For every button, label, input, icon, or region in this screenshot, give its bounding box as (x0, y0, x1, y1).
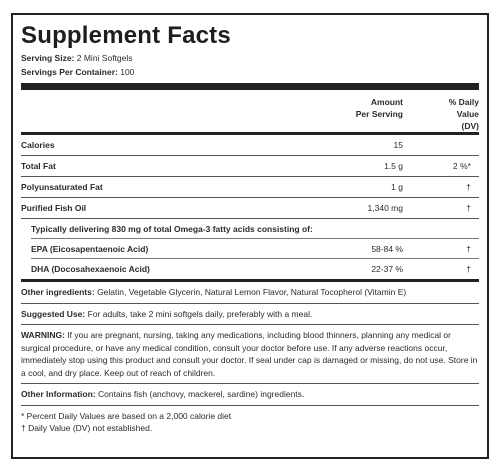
nutrient-dv: 2 %* (453, 161, 471, 171)
warning-label: WARNING: (21, 330, 65, 340)
nutrient-dv: † (466, 203, 471, 213)
nutrient-name: DHA (Docosahexaenoic Acid) (31, 264, 150, 274)
nutrient-name: Purified Fish Oil (21, 203, 87, 213)
nutrient-amount: 1,340 mg (367, 203, 403, 213)
daily-value-column-header (429, 96, 479, 132)
nutrient-name: EPA (Eicosapentaenoic Acid) (31, 244, 149, 254)
nutrient-row-epa (21, 239, 479, 259)
nutrient-row-calories (21, 135, 479, 155)
amount-header-line2: Per Serving (355, 109, 403, 119)
table-header (21, 90, 479, 132)
suggested-use (21, 304, 479, 325)
nutrient-row-fish-oil (21, 198, 479, 218)
nutrient-amount: 1.5 g (384, 161, 403, 171)
other-information (21, 384, 479, 405)
dv-header-line3: (DV) (461, 121, 479, 131)
servings-per-container-value: 100 (120, 67, 135, 77)
nutrient-dv: † (466, 244, 471, 254)
omega-intro-text: Typically delivering 830 mg of total Omega-3 fatty acids consisting of: (31, 224, 313, 234)
nutrient-row-total-fat (21, 156, 479, 176)
suggested-use-text: For adults, take 2 mini softgels daily, preferably with a meal. (87, 308, 313, 319)
nutrient-dv: † (466, 182, 471, 192)
other-ingredients (21, 282, 479, 303)
other-information-text: Contains fish (anchovy, mackerel, sardine) ingredients. (97, 389, 305, 399)
panel-title: Supplement Facts (21, 22, 231, 49)
nutrient-name: Total Fat (21, 161, 56, 171)
omega-intro-row (21, 219, 479, 239)
serving-size (21, 51, 479, 65)
footnote-percent-dv: * Percent Daily Values are based on a 2,000 calorie diet (21, 410, 232, 421)
footnote-dv-not-established: † Daily Value (DV) not established. (21, 423, 153, 433)
footnotes (21, 406, 479, 439)
amount-header-line1: Amount (370, 97, 403, 107)
nutrient-dv: † (466, 264, 471, 274)
supplement-facts-panel (11, 13, 489, 459)
nutrient-amount: 58-84 % (371, 244, 403, 254)
dv-header-line1: % Daily (448, 97, 479, 107)
nutrient-row-polyunsaturated-fat (21, 177, 479, 197)
suggested-use-label: Suggested Use: (21, 308, 86, 319)
servings-per-container (21, 65, 479, 79)
servings-per-container-label: Servings Per Container: (21, 67, 118, 77)
other-ingredients-label: Other ingredients: (21, 287, 95, 297)
warning (21, 325, 479, 383)
serving-size-label: Serving Size: (21, 53, 75, 63)
nutrient-row-dha (21, 259, 479, 279)
nutrient-amount: 15 (393, 140, 403, 150)
thick-divider (21, 83, 479, 90)
other-ingredients-text: Gelatin, Vegetable Glycerin, Natural Lemon Flavor, Natural Tocopherol (Vitamin E) (97, 287, 407, 297)
dv-header-line2: Value (456, 109, 479, 119)
nutrient-amount: 1 g (391, 182, 403, 192)
warning-text: If you are pregnant, nursing, taking any medications, including blood thinners, planning any medical or surgical procedure, or have any medical condition, consult your doctor before use. If any adverse reactions occur, immediately stop using this product and consult your doctor. If seal under cap is damaged or missing, do not use. Store in a cool, and dry place. Keep out of reach of children. (21, 330, 478, 378)
nutrient-amount: 22-37 % (371, 264, 403, 274)
nutrient-name: Calories (21, 140, 55, 150)
amount-column-header (323, 96, 403, 120)
serving-size-value: 2 Mini Softgels (76, 53, 133, 63)
other-information-label: Other Information: (21, 389, 96, 399)
nutrient-name: Polyunsaturated Fat (21, 182, 103, 192)
